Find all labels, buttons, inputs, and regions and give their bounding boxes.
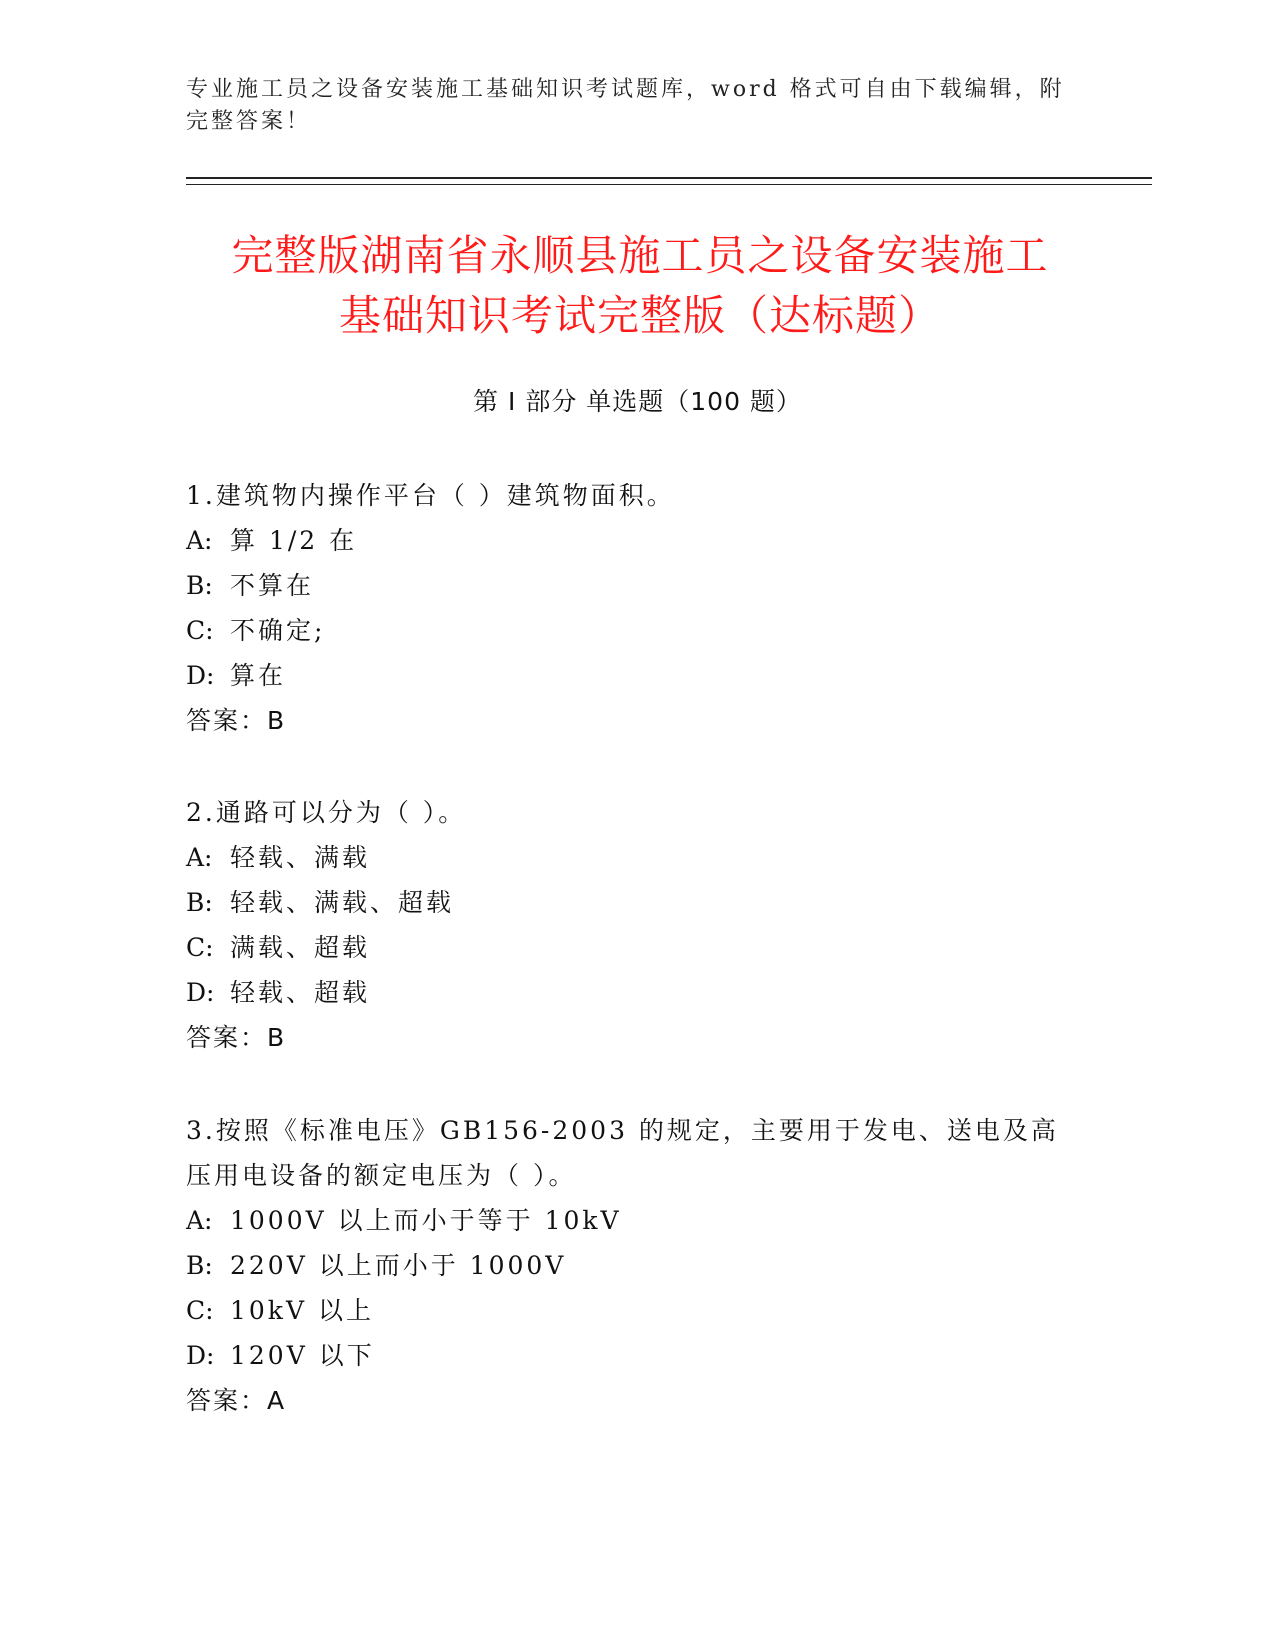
- option-a: [186, 518, 1086, 563]
- section-heading: 第 I 部分 单选题（100 题）: [473, 387, 802, 416]
- option-text: 1000V 以上而小于等于 10kV: [230, 1206, 622, 1235]
- option-text: 算在: [230, 661, 287, 690]
- option-c: [186, 608, 1086, 653]
- question-block: [186, 790, 1086, 1061]
- option-label: B:: [186, 888, 213, 917]
- option-text: 满载、超载: [230, 933, 371, 962]
- document-title: [160, 226, 1120, 346]
- header-rule-thin: [186, 184, 1152, 185]
- option-text: 10kV 以上: [230, 1296, 374, 1325]
- option-label: A:: [186, 526, 213, 555]
- title-line-2: 基础知识考试完整版（达标题）: [338, 291, 941, 340]
- title-line-1: 完整版湖南省永顺县施工员之设备安装施工: [231, 231, 1049, 280]
- option-label: D:: [186, 978, 215, 1007]
- option-text: 不算在: [230, 571, 315, 600]
- option-label: C:: [186, 1296, 214, 1325]
- option-label: C:: [186, 616, 214, 645]
- question-text: 2.通路可以分为（ ）。: [186, 798, 467, 827]
- option-text: 轻载、超载: [230, 978, 371, 1007]
- option-d: [186, 970, 1086, 1015]
- question-text: 1.建筑物内操作平台（ ）建筑物面积。: [186, 481, 675, 510]
- question-block: [186, 473, 1086, 744]
- option-text: 轻载、满载: [230, 843, 371, 872]
- option-a: [186, 1198, 1086, 1243]
- question-text: 3.按照《标准电压》GB156-2003 的规定，主要用于发电、送电及高压用电设备的额定电压为（ ）。: [186, 1116, 1059, 1190]
- header-note: 专业施工员之设备安装施工基础知识考试题库，word 格式可自由下载编辑，附完整答案！: [186, 77, 1065, 134]
- option-d: [186, 1333, 1086, 1378]
- option-text: 算 1/2 在: [230, 526, 358, 555]
- question-block: [186, 1108, 1086, 1424]
- option-b: [186, 563, 1086, 608]
- option-c: [186, 1288, 1086, 1333]
- option-label: D:: [186, 661, 215, 690]
- header-rule-thick: [186, 177, 1152, 179]
- option-d: [186, 653, 1086, 698]
- option-label: A:: [186, 1206, 213, 1235]
- option-label: B:: [186, 571, 213, 600]
- option-b: [186, 1243, 1086, 1288]
- option-label: A:: [186, 843, 213, 872]
- option-text: 220V 以上而小于 1000V: [230, 1251, 567, 1280]
- option-b: [186, 880, 1086, 925]
- answer-line: 答案：B: [186, 1023, 287, 1052]
- option-c: [186, 925, 1086, 970]
- option-text: 轻载、满载、超载: [230, 888, 455, 917]
- option-text: 不确定;: [230, 616, 326, 645]
- option-label: B:: [186, 1251, 213, 1280]
- answer-line: 答案：A: [186, 1386, 287, 1415]
- option-label: D:: [186, 1341, 215, 1370]
- option-a: [186, 835, 1086, 880]
- answer-line: 答案：B: [186, 706, 287, 735]
- option-label: C:: [186, 933, 214, 962]
- option-text: 120V 以下: [230, 1341, 375, 1370]
